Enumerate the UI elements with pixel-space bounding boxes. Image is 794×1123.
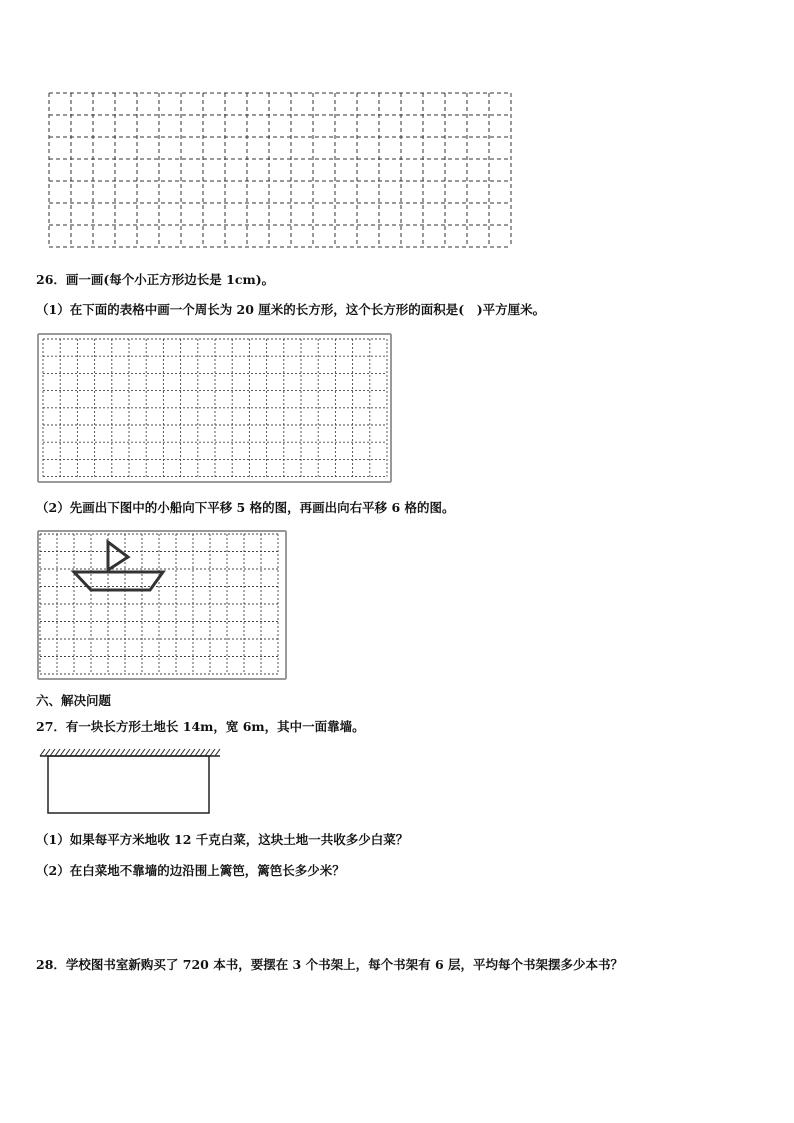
rectangle-grid bbox=[37, 333, 392, 483]
q27-title: 27．有一块长方形土地长 14m，宽 6m，其中一面靠墙。 bbox=[36, 719, 365, 734]
hatch-line bbox=[195, 749, 200, 756]
hatch-line bbox=[160, 749, 165, 756]
hatch-line bbox=[70, 749, 75, 756]
field-rectangle bbox=[48, 756, 209, 813]
hatch-line bbox=[120, 749, 125, 756]
hatch-line bbox=[140, 749, 145, 756]
wall-hatching bbox=[40, 749, 220, 756]
section-6-title: 六、解决问题 bbox=[36, 693, 112, 708]
hatch-line bbox=[135, 749, 140, 756]
boat-icon bbox=[74, 542, 163, 590]
hatch-line bbox=[90, 749, 95, 756]
rectangle-grid-svg bbox=[37, 333, 392, 483]
boat-grid bbox=[37, 530, 287, 680]
hatch-line bbox=[215, 749, 220, 756]
hatch-line bbox=[110, 749, 115, 756]
hatch-line bbox=[145, 749, 150, 756]
field-diagram bbox=[38, 746, 223, 818]
hatch-line bbox=[170, 749, 175, 756]
hatch-line bbox=[40, 749, 45, 756]
hatch-line bbox=[75, 749, 80, 756]
boat-hull bbox=[74, 572, 163, 590]
boat-grid-svg bbox=[37, 530, 287, 680]
field-diagram-svg bbox=[38, 746, 223, 818]
q27-part2: （2）在白菜地不靠墙的边沿围上篱笆，篱笆长多少米？ bbox=[36, 863, 345, 878]
hatch-line bbox=[105, 749, 110, 756]
q28-title: 28．学校图书室新购买了 720 本书，要摆在 3 个书架上，每个书架有 6 层，平均每个书架摆多少本书？ bbox=[36, 957, 623, 972]
hatch-line bbox=[80, 749, 85, 756]
q26-title: 26．画一画(每个小正方形边长是 1cm)。 bbox=[36, 272, 275, 287]
hatch-line bbox=[85, 749, 90, 756]
hatch-line bbox=[95, 749, 100, 756]
hatch-line bbox=[175, 749, 180, 756]
hatch-line bbox=[125, 749, 130, 756]
hatch-line bbox=[185, 749, 190, 756]
dashed-grid-top bbox=[48, 92, 514, 248]
hatch-line bbox=[210, 749, 215, 756]
hatch-line bbox=[65, 749, 70, 756]
q26-part2: （2）先画出下图中的小船向下平移 5 格的图，再画出向右平移 6 格的图。 bbox=[36, 500, 455, 515]
hatch-line bbox=[55, 749, 60, 756]
hatch-line bbox=[60, 749, 65, 756]
hatch-line bbox=[200, 749, 205, 756]
hatch-line bbox=[165, 749, 170, 756]
hatch-line bbox=[190, 749, 195, 756]
hatch-line bbox=[115, 749, 120, 756]
hatch-line bbox=[180, 749, 185, 756]
dashed-grid-svg bbox=[48, 92, 514, 248]
hatch-line bbox=[155, 749, 160, 756]
q26-part1: （1）在下面的表格中画一个周长为 20 厘米的长方形，这个长方形的面积是( )平方厘米。 bbox=[36, 302, 546, 317]
hatch-line bbox=[100, 749, 105, 756]
hatch-line bbox=[205, 749, 210, 756]
hatch-line bbox=[130, 749, 135, 756]
q27-part1: （1）如果每平方米地收 12 千克白菜，这块土地一共收多少白菜？ bbox=[36, 832, 409, 847]
hatch-line bbox=[45, 749, 50, 756]
hatch-line bbox=[50, 749, 55, 756]
hatch-line bbox=[150, 749, 155, 756]
